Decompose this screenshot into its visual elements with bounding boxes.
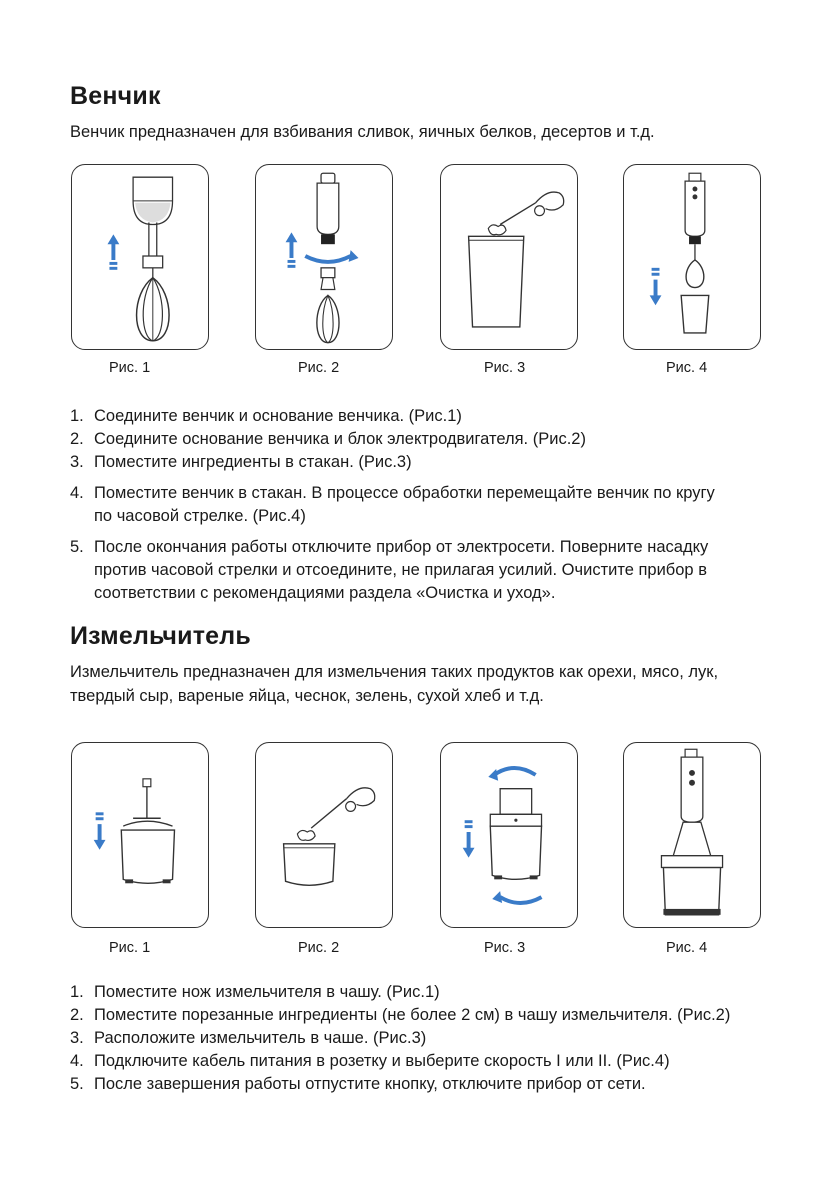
caption-whisk-3: Рис. 3 [484, 360, 526, 376]
chopper-lid-illustration [441, 743, 577, 927]
whisk-steps-list [70, 405, 770, 605]
list-item: 2. Соедините основание венчика и блок электродвигателя. (Рис.2) [70, 430, 586, 448]
arrow-down-icon [463, 832, 475, 858]
list-item: 5. После завершения работы отпустите кнопку, отключите прибор от сети. [70, 1075, 646, 1093]
ingredients-beaker-illustration [441, 165, 577, 349]
list-item: 1. Поместите нож измельчителя в чашу. (Рис.1) [70, 983, 440, 1001]
caption-chopper-1: Рис. 1 [109, 940, 151, 956]
chopper-figure-1 [71, 742, 209, 928]
caption-chopper-2: Рис. 2 [298, 940, 340, 956]
whisk-in-beaker-illustration [624, 165, 760, 349]
rotate-arrow-icon [488, 769, 498, 781]
rotate-arrow-icon [349, 250, 359, 262]
assembled-chopper-illustration [624, 743, 760, 927]
section-intro-whisk: Венчик предназначен для взбивания сливок, яичных белков, десертов и т.д. [70, 123, 655, 141]
caption-whisk-2: Рис. 2 [298, 360, 340, 376]
whisk-figure-4 [623, 164, 761, 350]
caption-whisk-1: Рис. 1 [109, 360, 151, 376]
list-item: 4. Поместите венчик в стакан. В процессе обработки перемещайте венчик по кругу по часовой стрелке. (Рис.4) [70, 484, 715, 525]
section-title-chopper: Измельчитель [70, 622, 251, 650]
caption-chopper-3: Рис. 3 [484, 940, 526, 956]
whisk-assembly-illustration [72, 165, 208, 349]
blade-in-bowl-illustration [72, 743, 208, 927]
chopper-figure-2 [255, 742, 393, 928]
list-item: 2. Поместите порезанные ингредиенты (не более 2 см) в чашу измельчителя. (Рис.2) [70, 1006, 731, 1024]
list-item: 5. После окончания работы отключите прибор от электросети. Поверните насадку против часовой стрелки и отсоедините, не прилагая усилий. Очистите прибор в соответствии с рекомендациями раздела «Очистка и уход». [70, 538, 709, 602]
arrow-up-icon [286, 232, 298, 258]
list-item: 1. Соедините венчик и основание венчика. (Рис.1) [70, 407, 462, 425]
whisk-figure-1 [71, 164, 209, 350]
section-intro-chopper: Измельчитель предназначен для измельчения таких продуктов как орехи, мясо, лук, твердый сыр, вареные яйца, чеснок, зелень, сухой хлеб и т.д. [70, 663, 719, 705]
chopper-figure-4 [623, 742, 761, 928]
whisk-figure-2 [255, 164, 393, 350]
whisk-figure-3 [440, 164, 578, 350]
ingredients-bowl-illustration [256, 743, 392, 927]
arrow-down-icon [94, 824, 106, 850]
list-item: 3. Расположите измельчитель в чаше. (Рис.3) [70, 1029, 427, 1047]
section-title-whisk: Венчик [70, 82, 161, 110]
list-item: 4. Подключите кабель питания в розетку и выберите скорость I или II. (Рис.4) [70, 1052, 670, 1070]
rotate-arrow-icon [492, 891, 502, 903]
chopper-steps-list [70, 981, 770, 1096]
arrow-down-icon [650, 280, 662, 306]
list-item: 3. Поместите ингредиенты в стакан. (Рис.3) [70, 453, 412, 471]
caption-whisk-4: Рис. 4 [666, 360, 708, 376]
motor-connect-illustration [256, 165, 392, 349]
caption-chopper-4: Рис. 4 [666, 940, 708, 956]
arrow-up-icon [107, 234, 119, 260]
chopper-figure-3 [440, 742, 578, 928]
